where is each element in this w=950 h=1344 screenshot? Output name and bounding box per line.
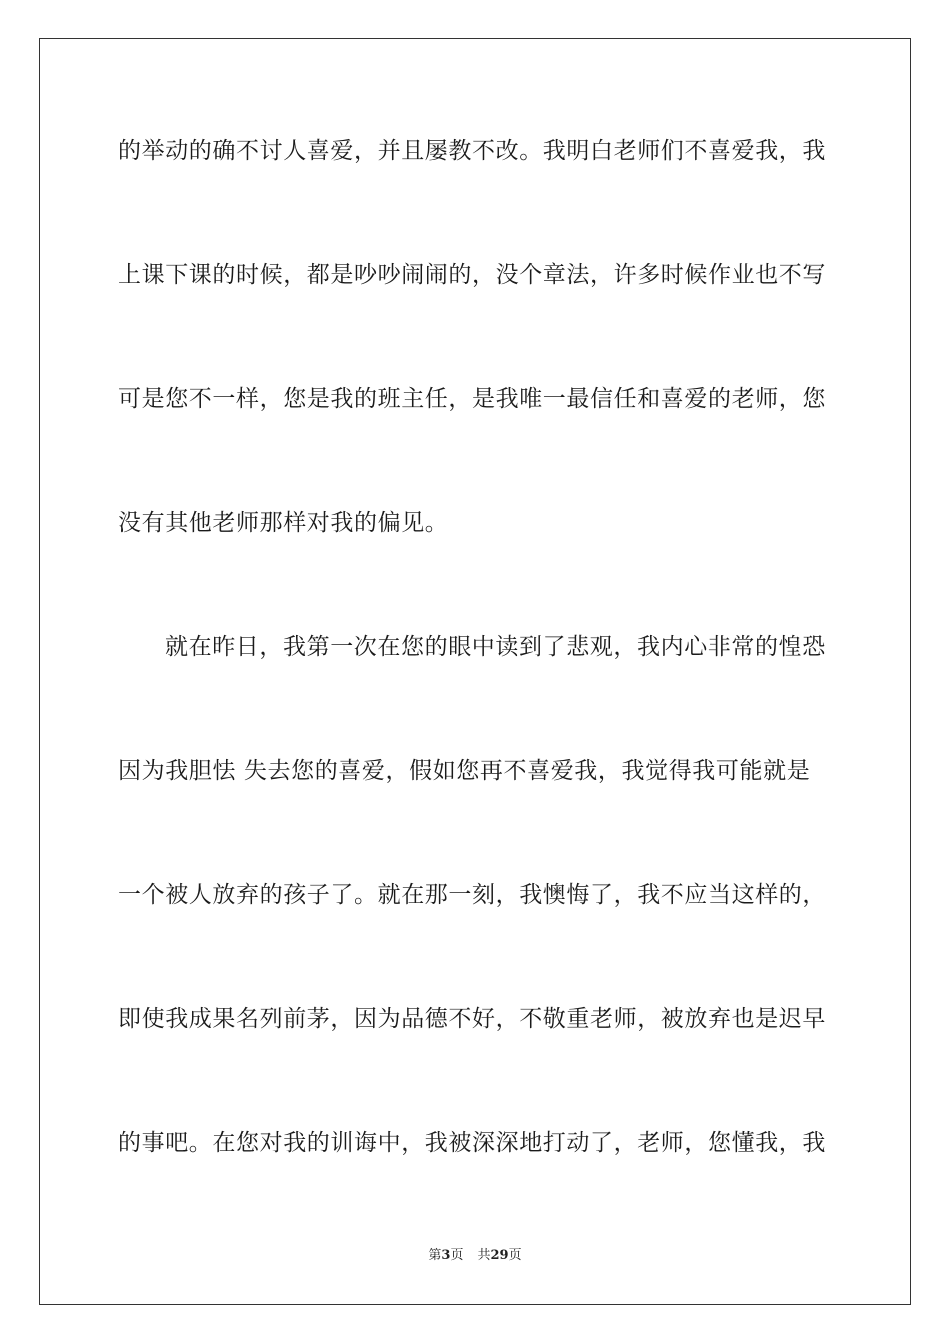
page-border xyxy=(39,38,911,1305)
text-line-2: 上课下课的时候，都是吵吵闹闹的，没个章法，许多时候作业也不写 xyxy=(118,262,826,288)
text-line-6: 因为我胆怯 失去您的喜爱，假如您再不喜爱我，我觉得我可能就是 xyxy=(118,758,811,784)
text-line-5: 就在昨日，我第一次在您的眼中读到了悲观，我内心非常的惶恐 xyxy=(165,634,826,660)
text-line-3: 可是您不一样，您是我的班主任，是我唯一最信任和喜爱的老师，您 xyxy=(118,386,826,412)
total-suffix: 页 xyxy=(508,1248,522,1263)
page-number: 3 xyxy=(441,1248,451,1263)
page-prefix: 第 xyxy=(428,1248,442,1263)
text-line-9: 的事吧。在您对我的训诲中，我被深深地打动了，老师，您懂我，我 xyxy=(118,1130,826,1156)
page-footer xyxy=(0,1247,950,1265)
text-line-8: 即使我成果名列前茅，因为品德不好，不敬重老师，被放弃也是迟早 xyxy=(118,1006,826,1032)
total-pages: 29 xyxy=(490,1248,509,1263)
total-prefix: 共 xyxy=(477,1248,491,1263)
text-line-7: 一个被人放弃的孩子了。就在那一刻，我懊悔了，我不应当这样的， xyxy=(118,882,826,908)
page-suffix: 页 xyxy=(450,1248,464,1263)
text-line-4: 没有其他老师那样对我的偏见。 xyxy=(118,510,449,536)
text-line-1: 的举动的确不讨人喜爱，并且屡教不改。我明白老师们不喜爱我，我 xyxy=(118,138,826,164)
